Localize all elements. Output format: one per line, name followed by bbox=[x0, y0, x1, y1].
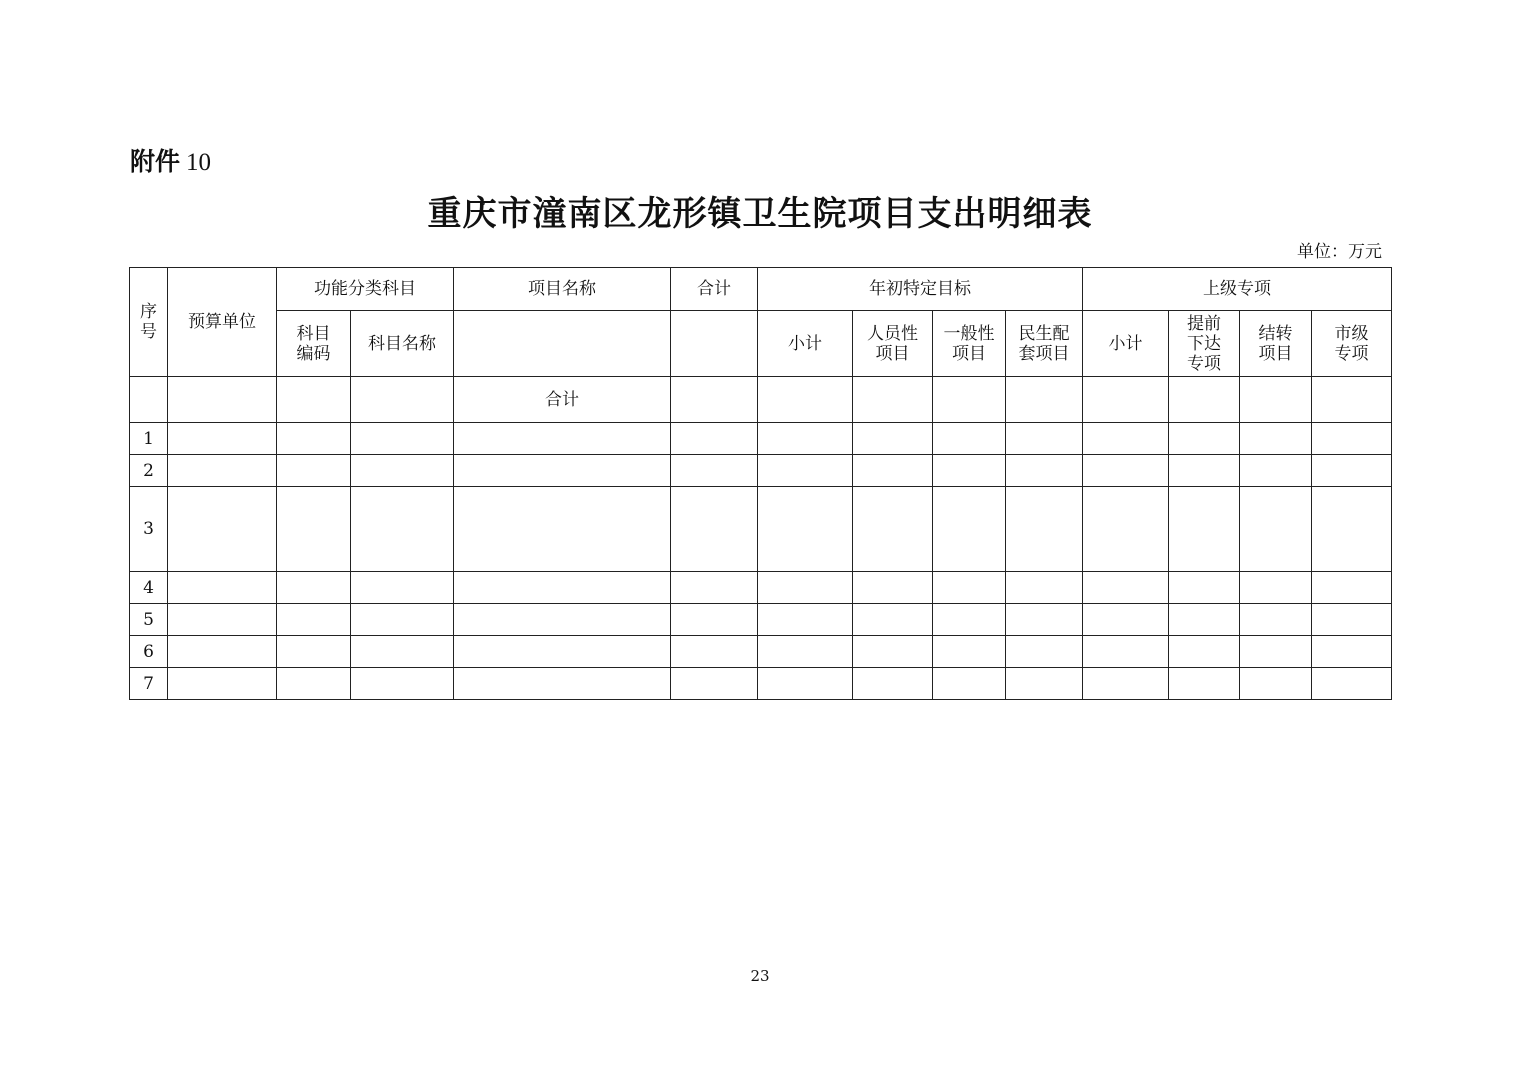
table-cell bbox=[1312, 636, 1392, 668]
table-cell bbox=[1240, 455, 1312, 487]
row-seq: 5 bbox=[130, 604, 168, 636]
table-cell bbox=[758, 377, 853, 423]
table-row bbox=[130, 604, 1392, 636]
table-cell bbox=[351, 668, 454, 700]
table-cell bbox=[671, 455, 758, 487]
table-cell bbox=[351, 377, 454, 423]
header-seq-line2: 号 bbox=[140, 322, 157, 342]
table-row bbox=[130, 455, 1392, 487]
table-cell bbox=[1083, 455, 1169, 487]
header-carryover-line1: 结转 bbox=[1258, 323, 1293, 344]
table-cell bbox=[1083, 668, 1169, 700]
header-project-name: 项目名称 bbox=[454, 268, 671, 311]
table-cell bbox=[454, 487, 671, 572]
table-cell bbox=[758, 572, 853, 604]
header-row-2 bbox=[130, 311, 1392, 377]
table-cell bbox=[1083, 636, 1169, 668]
table-cell bbox=[168, 604, 277, 636]
table-cell bbox=[933, 636, 1006, 668]
table-cell bbox=[853, 604, 933, 636]
project-expenditure-table bbox=[129, 267, 1392, 700]
table-cell bbox=[758, 636, 853, 668]
unit-label: 单位：万元 bbox=[1297, 242, 1382, 262]
table-cell bbox=[1169, 487, 1240, 572]
table-cell bbox=[671, 636, 758, 668]
table-cell bbox=[853, 572, 933, 604]
row-seq: 6 bbox=[130, 636, 168, 668]
table-row bbox=[130, 487, 1392, 572]
page-number: 23 bbox=[750, 967, 770, 985]
table-cell bbox=[1169, 455, 1240, 487]
table-cell bbox=[277, 455, 351, 487]
table-row bbox=[130, 668, 1392, 700]
header-total-blank bbox=[671, 311, 758, 377]
table-cell bbox=[933, 668, 1006, 700]
table-cell bbox=[130, 377, 168, 423]
header-total: 合计 bbox=[671, 268, 758, 311]
table-cell bbox=[1312, 668, 1392, 700]
table-cell bbox=[933, 604, 1006, 636]
table-cell bbox=[1240, 377, 1312, 423]
table-cell bbox=[1006, 572, 1083, 604]
table-cell bbox=[1006, 636, 1083, 668]
table-cell bbox=[758, 604, 853, 636]
table-cell bbox=[758, 487, 853, 572]
table-cell bbox=[168, 487, 277, 572]
header-city-line2: 专项 bbox=[1334, 343, 1369, 364]
header-carryover-line2: 项目 bbox=[1258, 343, 1293, 364]
header-personnel bbox=[853, 311, 933, 377]
header-general-line2: 项目 bbox=[952, 343, 986, 364]
table-cell bbox=[351, 487, 454, 572]
table-cell bbox=[933, 455, 1006, 487]
table-row bbox=[130, 423, 1392, 455]
table-cell bbox=[671, 572, 758, 604]
table-cell bbox=[853, 487, 933, 572]
table-cell bbox=[1240, 487, 1312, 572]
document-title: 重庆市潼南区龙形镇卫生院项目支出明细表 bbox=[427, 194, 1093, 234]
table-cell bbox=[454, 604, 671, 636]
table-row bbox=[130, 636, 1392, 668]
table-cell bbox=[758, 423, 853, 455]
table-cell bbox=[1169, 668, 1240, 700]
attachment-label bbox=[130, 146, 211, 179]
table-cell bbox=[671, 423, 758, 455]
header-func-class: 功能分类科目 bbox=[277, 268, 454, 311]
row-seq: 3 bbox=[130, 487, 168, 572]
header-project-name-blank bbox=[454, 311, 671, 377]
table-cell bbox=[671, 487, 758, 572]
table-cell bbox=[351, 455, 454, 487]
table-cell bbox=[454, 668, 671, 700]
header-personnel-line2: 项目 bbox=[875, 343, 910, 364]
table-cell bbox=[933, 423, 1006, 455]
table-cell bbox=[1083, 604, 1169, 636]
header-row-1 bbox=[130, 268, 1392, 311]
table-cell bbox=[853, 455, 933, 487]
header-annual-subtotal: 小计 bbox=[758, 311, 853, 377]
header-subject-code-line1: 科目 bbox=[296, 323, 331, 344]
table-cell bbox=[1083, 423, 1169, 455]
table-cell bbox=[1240, 572, 1312, 604]
table-cell bbox=[1240, 636, 1312, 668]
table-cell bbox=[1169, 636, 1240, 668]
table-cell bbox=[1006, 455, 1083, 487]
table-cell bbox=[1169, 572, 1240, 604]
table-cell bbox=[1006, 604, 1083, 636]
header-city-line1: 市级 bbox=[1334, 323, 1369, 344]
row-seq: 7 bbox=[130, 668, 168, 700]
header-subject-code-line2: 编码 bbox=[296, 343, 331, 364]
table-cell bbox=[853, 668, 933, 700]
table-cell bbox=[1169, 377, 1240, 423]
header-city bbox=[1312, 311, 1392, 377]
table-cell bbox=[1083, 572, 1169, 604]
table-cell bbox=[168, 572, 277, 604]
table-cell bbox=[168, 668, 277, 700]
attachment-prefix: 附件 bbox=[130, 147, 181, 176]
attachment-number: 10 bbox=[186, 149, 212, 176]
table-cell bbox=[1240, 423, 1312, 455]
table-cell bbox=[454, 455, 671, 487]
table-cell bbox=[1169, 423, 1240, 455]
table-cell bbox=[351, 423, 454, 455]
table-cell bbox=[277, 572, 351, 604]
header-superior-subtotal: 小计 bbox=[1083, 311, 1169, 377]
header-livelihood-line2: 套项目 bbox=[1018, 343, 1070, 364]
header-subject-code bbox=[277, 311, 351, 377]
header-carryover bbox=[1240, 311, 1312, 377]
table-cell bbox=[351, 636, 454, 668]
table-cell bbox=[168, 636, 277, 668]
table-cell bbox=[1006, 377, 1083, 423]
table-cell bbox=[1083, 377, 1169, 423]
table-cell bbox=[1083, 487, 1169, 572]
table-cell bbox=[758, 455, 853, 487]
table-cell bbox=[1169, 604, 1240, 636]
header-general bbox=[933, 311, 1006, 377]
header-superior-special: 上级专项 bbox=[1083, 268, 1392, 311]
header-seq bbox=[130, 268, 168, 377]
header-seq-line1: 序 bbox=[140, 302, 157, 322]
table-cell bbox=[671, 377, 758, 423]
table-cell bbox=[277, 423, 351, 455]
header-livelihood-line1: 民生配 bbox=[1018, 323, 1070, 344]
table-cell bbox=[1312, 377, 1392, 423]
table-cell bbox=[758, 668, 853, 700]
header-personnel-line1: 人员性 bbox=[867, 323, 918, 344]
table-cell bbox=[454, 636, 671, 668]
table-cell bbox=[1312, 423, 1392, 455]
table-cell bbox=[1240, 604, 1312, 636]
table-cell bbox=[1240, 668, 1312, 700]
table-cell bbox=[1312, 604, 1392, 636]
table-cell bbox=[1312, 572, 1392, 604]
table-cell bbox=[277, 636, 351, 668]
table-cell bbox=[671, 604, 758, 636]
header-annual-target: 年初特定目标 bbox=[758, 268, 1083, 311]
header-advance-line1: 提前 bbox=[1187, 313, 1221, 334]
table-row bbox=[130, 572, 1392, 604]
row-seq: 4 bbox=[130, 572, 168, 604]
header-advance-line2: 下达 bbox=[1187, 333, 1221, 354]
table-cell bbox=[1006, 487, 1083, 572]
table-cell bbox=[454, 572, 671, 604]
table-cell bbox=[853, 636, 933, 668]
table-cell bbox=[1312, 455, 1392, 487]
table-cell bbox=[853, 377, 933, 423]
header-advance-line3: 专项 bbox=[1187, 353, 1221, 374]
table-cell bbox=[853, 423, 933, 455]
header-subject-name: 科目名称 bbox=[351, 311, 454, 377]
table-cell bbox=[277, 604, 351, 636]
header-livelihood bbox=[1006, 311, 1083, 377]
table-cell bbox=[277, 377, 351, 423]
table-cell bbox=[168, 423, 277, 455]
table-cell bbox=[1006, 423, 1083, 455]
header-budget-unit: 预算单位 bbox=[168, 268, 277, 377]
table-cell bbox=[933, 487, 1006, 572]
table-cell bbox=[454, 423, 671, 455]
table-cell bbox=[1006, 668, 1083, 700]
table-cell bbox=[351, 604, 454, 636]
table-cell bbox=[933, 572, 1006, 604]
table-cell bbox=[277, 668, 351, 700]
table-cell bbox=[671, 668, 758, 700]
total-row-label: 合计 bbox=[454, 377, 671, 423]
header-advance bbox=[1169, 311, 1240, 377]
table-cell bbox=[168, 455, 277, 487]
row-seq: 1 bbox=[130, 423, 168, 455]
table-cell bbox=[351, 572, 454, 604]
table-cell bbox=[933, 377, 1006, 423]
header-general-line1: 一般性 bbox=[943, 323, 995, 344]
table-cell bbox=[277, 487, 351, 572]
table-cell bbox=[1312, 487, 1392, 572]
total-row bbox=[130, 377, 1392, 423]
row-seq: 2 bbox=[130, 455, 168, 487]
table-cell bbox=[168, 377, 277, 423]
